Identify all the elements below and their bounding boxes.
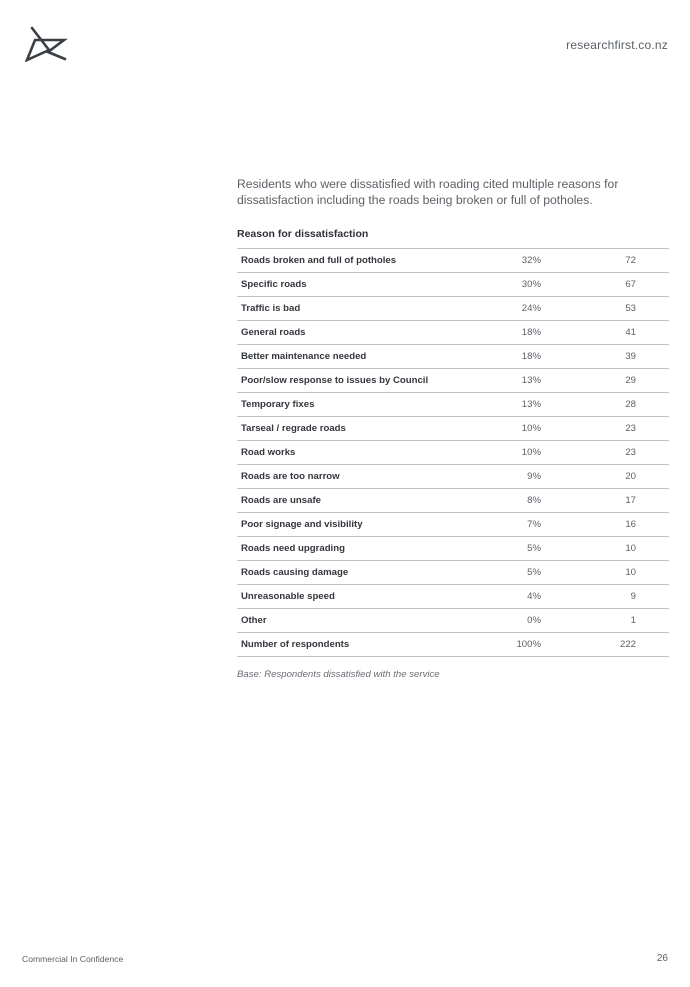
row-label: Roads broken and full of potholes [241,255,397,266]
row-percent: 18% [521,327,541,338]
row-count: 23 [625,447,636,458]
row-percent: 5% [527,567,541,578]
table-row [237,249,669,273]
row-percent: 100% [516,639,541,650]
row-label: General roads [241,327,306,338]
row-label: Roads are unsafe [241,495,321,506]
row-label: Poor/slow response to issues by Council [241,375,429,386]
intro-paragraph: Residents who were dissatisfied with roading cited multiple reasons for dissatisfaction including the roads being broken or full of potholes. [237,177,619,207]
table-row [237,585,669,609]
table-row [237,489,669,513]
row-label: Specific roads [241,279,307,290]
table-row [237,441,669,465]
row-label: Better maintenance needed [241,351,367,362]
table-row [237,537,669,561]
row-count: 9 [630,591,636,602]
row-percent: 4% [527,591,541,602]
row-label: Unreasonable speed [241,591,335,602]
row-percent: 10% [521,423,541,434]
row-count: 23 [625,423,636,434]
row-label: Traffic is bad [241,303,301,314]
row-percent: 0% [527,615,541,626]
row-count: 39 [625,351,636,362]
row-percent: 24% [521,303,541,314]
row-percent: 8% [527,495,541,506]
row-label: Roads need upgrading [241,543,345,554]
row-percent: 32% [521,255,541,266]
row-label: Tarseal / regrade roads [241,423,346,434]
row-count: 16 [625,519,636,530]
row-percent: 7% [527,519,541,530]
row-count: 10 [625,567,636,578]
base-note: Base: Respondents dissatisfied with the service [237,669,440,680]
table-row [237,417,669,441]
table-row [237,609,669,633]
confidentiality-footer: Commercial In Confidence [22,954,124,964]
row-count: 28 [625,399,636,410]
table-title: Reason for dissatisfaction [237,228,369,240]
table-row [237,513,669,537]
page-number: 26 [656,953,668,964]
row-count: 10 [625,543,636,554]
row-percent: 13% [521,399,541,410]
table-row [237,633,669,657]
row-count: 29 [625,375,636,386]
site-url: researchfirst.co.nz [566,38,668,52]
row-percent: 10% [521,447,541,458]
row-count: 222 [619,639,636,650]
row-percent: 9% [527,471,541,482]
table-row [237,273,669,297]
table-row [237,297,669,321]
dissatisfaction-table [237,248,669,657]
row-count: 41 [625,327,636,338]
research-first-logo-icon [22,26,68,62]
row-count: 67 [625,279,636,290]
table-row [237,393,669,417]
row-count: 72 [625,255,636,266]
row-label: Number of respondents [241,639,350,650]
row-count: 17 [625,495,636,506]
row-label: Other [241,615,267,626]
table-row [237,345,669,369]
row-count: 1 [630,615,636,626]
row-percent: 13% [521,375,541,386]
row-label: Temporary fixes [241,399,315,410]
table-row [237,321,669,345]
row-count: 53 [625,303,636,314]
row-percent: 30% [521,279,541,290]
table-row [237,465,669,489]
row-label: Road works [241,447,296,458]
row-label: Roads are too narrow [241,471,340,482]
table-row [237,561,669,585]
row-label: Poor signage and visibility [241,519,363,530]
row-count: 20 [625,471,636,482]
table-row [237,369,669,393]
row-label: Roads causing damage [241,567,349,578]
row-percent: 18% [521,351,541,362]
row-percent: 5% [527,543,541,554]
